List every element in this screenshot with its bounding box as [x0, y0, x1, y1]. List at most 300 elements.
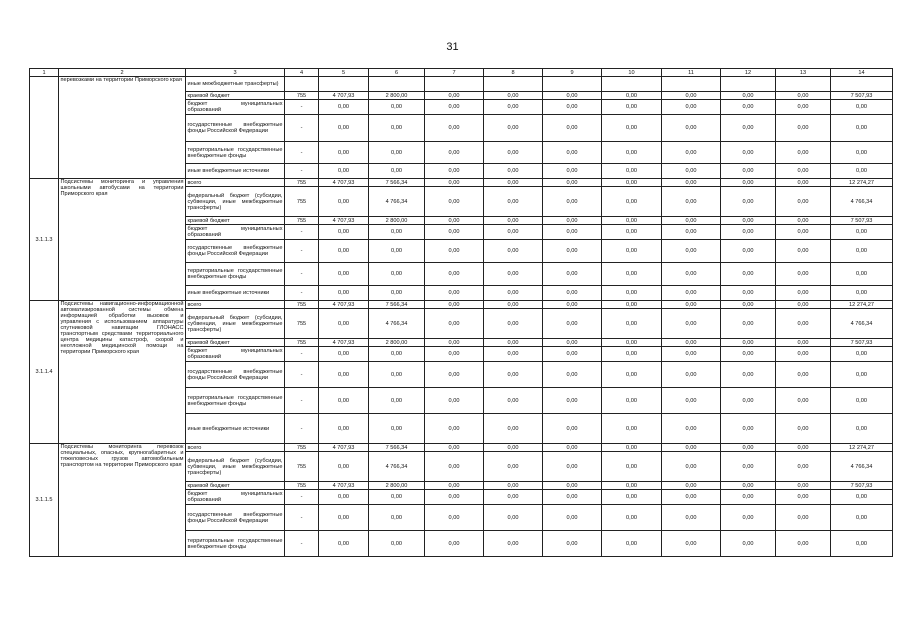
amount-cell: 0,00 [776, 414, 831, 444]
amount-cell [721, 77, 776, 92]
amount-cell [831, 77, 893, 92]
amount-cell: 0,00 [662, 452, 721, 482]
amount-cell: 0,00 [369, 240, 425, 263]
amount-cell: 0,00 [662, 142, 721, 164]
amount-cell: 0,00 [369, 414, 425, 444]
amount-cell: 0,00 [543, 187, 602, 217]
amount-cell: 0,00 [602, 505, 662, 531]
amount-cell: 0,00 [425, 92, 484, 100]
amount-cell: 0,00 [319, 164, 369, 179]
amount-cell: 0,00 [721, 505, 776, 531]
amount-cell: - [285, 164, 319, 179]
funding-source: федеральный бюджет (субсидии, субвенции, иные межбюджетные трансферты) [186, 452, 285, 482]
amount-cell: 0,00 [721, 531, 776, 557]
column-number: 4 [285, 69, 319, 77]
amount-cell: - [285, 240, 319, 263]
activity-code [30, 77, 59, 179]
amount-cell: 0,00 [776, 444, 831, 452]
amount-cell: - [285, 263, 319, 286]
amount-cell: 0,00 [776, 286, 831, 301]
amount-cell: 0,00 [721, 286, 776, 301]
amount-cell: 0,00 [602, 482, 662, 490]
amount-cell: 0,00 [425, 531, 484, 557]
funding-source: федеральный бюджет (субсидии, субвенции, иные межбюджетные трансферты) [186, 187, 285, 217]
amount-cell: 0,00 [484, 505, 543, 531]
amount-cell: 755 [285, 452, 319, 482]
amount-cell: 0,00 [543, 531, 602, 557]
amount-cell: 0,00 [776, 100, 831, 115]
amount-cell: 0,00 [543, 263, 602, 286]
amount-cell: 0,00 [543, 452, 602, 482]
column-number: 8 [484, 69, 543, 77]
amount-cell: 0,00 [543, 115, 602, 142]
amount-cell: 0,00 [776, 490, 831, 505]
amount-cell: 0,00 [721, 339, 776, 347]
amount-cell: 0,00 [776, 240, 831, 263]
amount-cell: 0,00 [425, 301, 484, 309]
amount-cell: 0,00 [776, 505, 831, 531]
amount-cell: 0,00 [662, 414, 721, 444]
amount-cell: - [285, 490, 319, 505]
amount-cell: 0,00 [831, 531, 893, 557]
amount-cell: 0,00 [776, 187, 831, 217]
amount-cell: 0,00 [425, 286, 484, 301]
amount-cell: 755 [285, 179, 319, 187]
amount-cell: 0,00 [425, 490, 484, 505]
amount-cell [484, 77, 543, 92]
amount-cell: 0,00 [721, 179, 776, 187]
amount-cell: 0,00 [602, 92, 662, 100]
funding-source: территориальные государственные внебюджетные фонды [186, 263, 285, 286]
funding-source: государственные внебюджетные фонды Российской Федерации [186, 362, 285, 388]
amount-cell: 0,00 [776, 347, 831, 362]
amount-cell: - [285, 531, 319, 557]
amount-cell: 0,00 [662, 490, 721, 505]
amount-cell: 0,00 [721, 444, 776, 452]
amount-cell: 0,00 [602, 339, 662, 347]
amount-cell: 0,00 [776, 301, 831, 309]
funding-source: всего [186, 179, 285, 187]
amount-cell: 4 766,34 [831, 187, 893, 217]
amount-cell: 0,00 [369, 164, 425, 179]
amount-cell: 0,00 [602, 362, 662, 388]
amount-cell: 0,00 [776, 92, 831, 100]
amount-cell: 0,00 [425, 217, 484, 225]
amount-cell: 0,00 [831, 115, 893, 142]
amount-cell: 0,00 [543, 240, 602, 263]
funding-source: всего [186, 301, 285, 309]
column-number: 9 [543, 69, 602, 77]
amount-cell: 0,00 [662, 286, 721, 301]
amount-cell: 4 707,93 [319, 301, 369, 309]
amount-cell: 0,00 [721, 309, 776, 339]
amount-cell: - [285, 505, 319, 531]
amount-cell: 0,00 [602, 301, 662, 309]
amount-cell: 0,00 [721, 482, 776, 490]
amount-cell: 0,00 [319, 505, 369, 531]
amount-cell: 0,00 [425, 505, 484, 531]
amount-cell: 0,00 [831, 240, 893, 263]
amount-cell: 0,00 [543, 309, 602, 339]
column-number: 1 [30, 69, 59, 77]
amount-cell: 0,00 [425, 115, 484, 142]
amount-cell: 0,00 [425, 309, 484, 339]
amount-cell: 0,00 [831, 362, 893, 388]
amount-cell: 0,00 [369, 505, 425, 531]
amount-cell: - [285, 388, 319, 414]
amount-cell: 0,00 [776, 362, 831, 388]
amount-cell: 0,00 [602, 263, 662, 286]
amount-cell: 0,00 [602, 531, 662, 557]
column-number: 7 [425, 69, 484, 77]
amount-cell: 0,00 [484, 100, 543, 115]
amount-cell [425, 77, 484, 92]
column-number: 3 [186, 69, 285, 77]
column-number: 11 [662, 69, 721, 77]
amount-cell: 0,00 [425, 179, 484, 187]
funding-source: территориальные государственные внебюджетные фонды [186, 531, 285, 557]
column-number: 6 [369, 69, 425, 77]
amount-cell: 0,00 [425, 100, 484, 115]
amount-cell: 0,00 [662, 531, 721, 557]
amount-cell: 4 707,93 [319, 217, 369, 225]
amount-cell: 0,00 [369, 115, 425, 142]
amount-cell: 0,00 [484, 217, 543, 225]
amount-cell: 0,00 [721, 225, 776, 240]
amount-cell: - [285, 414, 319, 444]
amount-cell: 0,00 [831, 490, 893, 505]
funding-source: иные внебюджетные источники [186, 414, 285, 444]
amount-cell: 0,00 [721, 187, 776, 217]
amount-cell: 755 [285, 339, 319, 347]
amount-cell: 0,00 [721, 301, 776, 309]
table-row [30, 77, 893, 92]
amount-cell: 0,00 [721, 100, 776, 115]
amount-cell: 0,00 [776, 339, 831, 347]
amount-cell: 0,00 [319, 286, 369, 301]
amount-cell: 0,00 [319, 240, 369, 263]
funding-source: краевой бюджет [186, 339, 285, 347]
amount-cell: 0,00 [543, 164, 602, 179]
funding-source: бюджет муниципальных образований [187, 226, 283, 238]
amount-cell: 0,00 [425, 347, 484, 362]
funding-source: краевой бюджет [186, 482, 285, 490]
amount-cell: 0,00 [721, 263, 776, 286]
funding-source: бюджет муниципальных образований [187, 101, 283, 113]
amount-cell: 0,00 [831, 263, 893, 286]
amount-cell: 0,00 [721, 217, 776, 225]
funding-source: всего [186, 444, 285, 452]
amount-cell: 0,00 [662, 505, 721, 531]
funding-source: иные межбюджетные трансферты) [186, 77, 285, 92]
amount-cell: 0,00 [831, 388, 893, 414]
amount-cell: 0,00 [543, 142, 602, 164]
amount-cell: 0,00 [319, 309, 369, 339]
amount-cell: 0,00 [543, 347, 602, 362]
amount-cell: - [285, 115, 319, 142]
amount-cell: 0,00 [319, 225, 369, 240]
amount-cell: 0,00 [484, 490, 543, 505]
amount-cell: 0,00 [662, 263, 721, 286]
amount-cell: 0,00 [319, 263, 369, 286]
amount-cell: 4 766,34 [831, 309, 893, 339]
amount-cell: 0,00 [369, 225, 425, 240]
amount-cell: 0,00 [425, 482, 484, 490]
amount-cell: 7 507,93 [831, 92, 893, 100]
activity-description: Подсистемы мониторинга перевозок специальных, опасных, крупногабаритных и тяжеловесных грузов автомобильным транспортом на территории Приморского края [59, 444, 186, 557]
amount-cell: 7 507,93 [831, 482, 893, 490]
amount-cell: 0,00 [602, 187, 662, 217]
amount-cell: 755 [285, 309, 319, 339]
amount-cell: 0,00 [484, 301, 543, 309]
amount-cell: 0,00 [662, 444, 721, 452]
amount-cell: 0,00 [369, 531, 425, 557]
amount-cell [776, 77, 831, 92]
amount-cell: 0,00 [831, 414, 893, 444]
amount-cell: 0,00 [721, 347, 776, 362]
amount-cell: 755 [285, 187, 319, 217]
amount-cell: 0,00 [425, 225, 484, 240]
amount-cell: 4 766,34 [831, 452, 893, 482]
amount-cell: 0,00 [543, 444, 602, 452]
amount-cell: 0,00 [721, 92, 776, 100]
amount-cell: 0,00 [543, 217, 602, 225]
amount-cell: 0,00 [319, 388, 369, 414]
amount-cell: 0,00 [425, 362, 484, 388]
amount-cell [285, 77, 319, 92]
amount-cell: 755 [285, 92, 319, 100]
amount-cell: 0,00 [484, 347, 543, 362]
amount-cell: 0,00 [602, 309, 662, 339]
amount-cell: 0,00 [662, 115, 721, 142]
header-row [30, 69, 893, 77]
amount-cell: 0,00 [369, 100, 425, 115]
amount-cell: 0,00 [543, 482, 602, 490]
amount-cell: - [285, 362, 319, 388]
amount-cell: 0,00 [484, 263, 543, 286]
amount-cell: 755 [285, 301, 319, 309]
amount-cell: 0,00 [602, 225, 662, 240]
amount-cell: 7 566,34 [369, 444, 425, 452]
amount-cell: 4 766,34 [369, 187, 425, 217]
amount-cell [369, 77, 425, 92]
funding-source: бюджет муниципальных образований [187, 348, 283, 360]
amount-cell: 4 707,93 [319, 179, 369, 187]
amount-cell: - [285, 286, 319, 301]
column-number: 10 [602, 69, 662, 77]
amount-cell: 0,00 [602, 164, 662, 179]
table-row [30, 301, 893, 309]
amount-cell: 12 274,27 [831, 301, 893, 309]
amount-cell: 0,00 [543, 301, 602, 309]
table-row [30, 179, 893, 187]
amount-cell: 755 [285, 482, 319, 490]
amount-cell: 0,00 [831, 100, 893, 115]
amount-cell: 0,00 [484, 240, 543, 263]
amount-cell: 0,00 [484, 187, 543, 217]
funding-source: краевой бюджет [186, 92, 285, 100]
amount-cell: 0,00 [662, 92, 721, 100]
table-row [30, 444, 893, 452]
amount-cell: 0,00 [369, 263, 425, 286]
amount-cell: 0,00 [776, 115, 831, 142]
amount-cell [662, 77, 721, 92]
amount-cell: - [285, 225, 319, 240]
amount-cell: 0,00 [831, 505, 893, 531]
amount-cell: 0,00 [543, 225, 602, 240]
amount-cell: 0,00 [425, 414, 484, 444]
amount-cell: 4 707,93 [319, 444, 369, 452]
amount-cell: - [285, 142, 319, 164]
funding-source: государственные внебюджетные фонды Российской Федерации [186, 240, 285, 263]
amount-cell: 4 707,93 [319, 482, 369, 490]
funding-source: государственные внебюджетные фонды Российской Федерации [186, 505, 285, 531]
amount-cell: 4 707,93 [319, 92, 369, 100]
amount-cell: 0,00 [776, 217, 831, 225]
amount-cell: 0,00 [319, 362, 369, 388]
amount-cell: 0,00 [776, 388, 831, 414]
amount-cell: 0,00 [319, 531, 369, 557]
amount-cell: 0,00 [776, 452, 831, 482]
amount-cell: 7 507,93 [831, 339, 893, 347]
amount-cell: 0,00 [602, 286, 662, 301]
amount-cell: 0,00 [721, 142, 776, 164]
amount-cell: 0,00 [369, 362, 425, 388]
amount-cell: - [285, 347, 319, 362]
funding-source: территориальные государственные внебюджетные фонды [186, 142, 285, 164]
amount-cell: 755 [285, 444, 319, 452]
column-number: 14 [831, 69, 893, 77]
funding-source: иные внебюджетные источники [186, 286, 285, 301]
amount-cell: 0,00 [602, 142, 662, 164]
amount-cell: 0,00 [602, 179, 662, 187]
amount-cell: 0,00 [319, 100, 369, 115]
amount-cell: 0,00 [543, 505, 602, 531]
amount-cell: 0,00 [484, 452, 543, 482]
amount-cell: 0,00 [369, 286, 425, 301]
page-number: 31 [446, 41, 459, 53]
amount-cell: 0,00 [319, 142, 369, 164]
amount-cell: 0,00 [543, 490, 602, 505]
amount-cell: 0,00 [662, 362, 721, 388]
amount-cell: 0,00 [543, 286, 602, 301]
amount-cell: 0,00 [776, 164, 831, 179]
amount-cell: 0,00 [369, 142, 425, 164]
amount-cell: 0,00 [776, 225, 831, 240]
amount-cell: 0,00 [662, 347, 721, 362]
amount-cell: 0,00 [776, 179, 831, 187]
amount-cell: 0,00 [662, 309, 721, 339]
amount-cell: 0,00 [602, 115, 662, 142]
amount-cell: 0,00 [721, 414, 776, 444]
amount-cell: 4 766,34 [369, 309, 425, 339]
funding-source: территориальные государственные внебюджетные фонды [186, 388, 285, 414]
amount-cell: 0,00 [776, 263, 831, 286]
activity-description: перевозками на территории Приморского края [59, 77, 186, 179]
amount-cell [543, 77, 602, 92]
budget-table [29, 68, 893, 557]
amount-cell: 0,00 [662, 225, 721, 240]
column-number: 2 [59, 69, 186, 77]
amount-cell: 0,00 [776, 309, 831, 339]
amount-cell: 0,00 [425, 339, 484, 347]
amount-cell: 0,00 [776, 482, 831, 490]
amount-cell: 2 800,00 [369, 482, 425, 490]
amount-cell: 2 800,00 [369, 92, 425, 100]
amount-cell: 4 766,34 [369, 452, 425, 482]
amount-cell: 0,00 [425, 388, 484, 414]
amount-cell: 0,00 [602, 388, 662, 414]
amount-cell: 0,00 [721, 362, 776, 388]
amount-cell: 0,00 [602, 414, 662, 444]
amount-cell: 7 566,34 [369, 179, 425, 187]
amount-cell: 12 274,27 [831, 444, 893, 452]
amount-cell: 0,00 [369, 490, 425, 505]
funding-source: краевой бюджет [186, 217, 285, 225]
amount-cell [602, 77, 662, 92]
amount-cell: 0,00 [543, 92, 602, 100]
column-number: 13 [776, 69, 831, 77]
amount-cell: 0,00 [484, 92, 543, 100]
amount-cell: 0,00 [602, 217, 662, 225]
amount-cell: 7 566,34 [369, 301, 425, 309]
activity-code: 3.1.1.5 [30, 444, 59, 557]
amount-cell: 0,00 [484, 444, 543, 452]
amount-cell: 0,00 [602, 444, 662, 452]
amount-cell: 0,00 [543, 414, 602, 444]
amount-cell: 0,00 [425, 263, 484, 286]
amount-cell: 0,00 [484, 179, 543, 187]
amount-cell: 0,00 [721, 240, 776, 263]
amount-cell: 0,00 [543, 339, 602, 347]
amount-cell: 0,00 [425, 444, 484, 452]
amount-cell: 0,00 [662, 240, 721, 263]
amount-cell: 0,00 [721, 388, 776, 414]
amount-cell: 0,00 [776, 142, 831, 164]
amount-cell: 0,00 [484, 531, 543, 557]
amount-cell: 0,00 [425, 187, 484, 217]
amount-cell: 0,00 [543, 179, 602, 187]
amount-cell: 0,00 [602, 240, 662, 263]
amount-cell: 0,00 [319, 347, 369, 362]
amount-cell: 0,00 [662, 100, 721, 115]
amount-cell: 0,00 [721, 490, 776, 505]
amount-cell: 0,00 [831, 347, 893, 362]
amount-cell: 0,00 [831, 142, 893, 164]
amount-cell: 0,00 [484, 225, 543, 240]
amount-cell: 7 507,93 [831, 217, 893, 225]
amount-cell: 0,00 [662, 179, 721, 187]
amount-cell: 0,00 [425, 142, 484, 164]
amount-cell: 0,00 [662, 388, 721, 414]
amount-cell: 2 800,00 [369, 339, 425, 347]
funding-source: бюджет муниципальных образований [187, 491, 283, 503]
funding-source: иные внебюджетные источники [186, 164, 285, 179]
activity-description: Подсистемы мониторинга и управления школьными автобусами на территории Приморского края [59, 179, 186, 301]
amount-cell: 0,00 [425, 164, 484, 179]
amount-cell: 0,00 [602, 452, 662, 482]
amount-cell: 0,00 [662, 187, 721, 217]
amount-cell [319, 77, 369, 92]
amount-cell: 0,00 [484, 388, 543, 414]
amount-cell: 0,00 [776, 531, 831, 557]
amount-cell: 0,00 [484, 115, 543, 142]
activity-code: 3.1.1.4 [30, 301, 59, 444]
activity-code: 3.1.1.3 [30, 179, 59, 301]
amount-cell: 0,00 [319, 115, 369, 142]
amount-cell: 0,00 [484, 142, 543, 164]
amount-cell: 0,00 [319, 452, 369, 482]
